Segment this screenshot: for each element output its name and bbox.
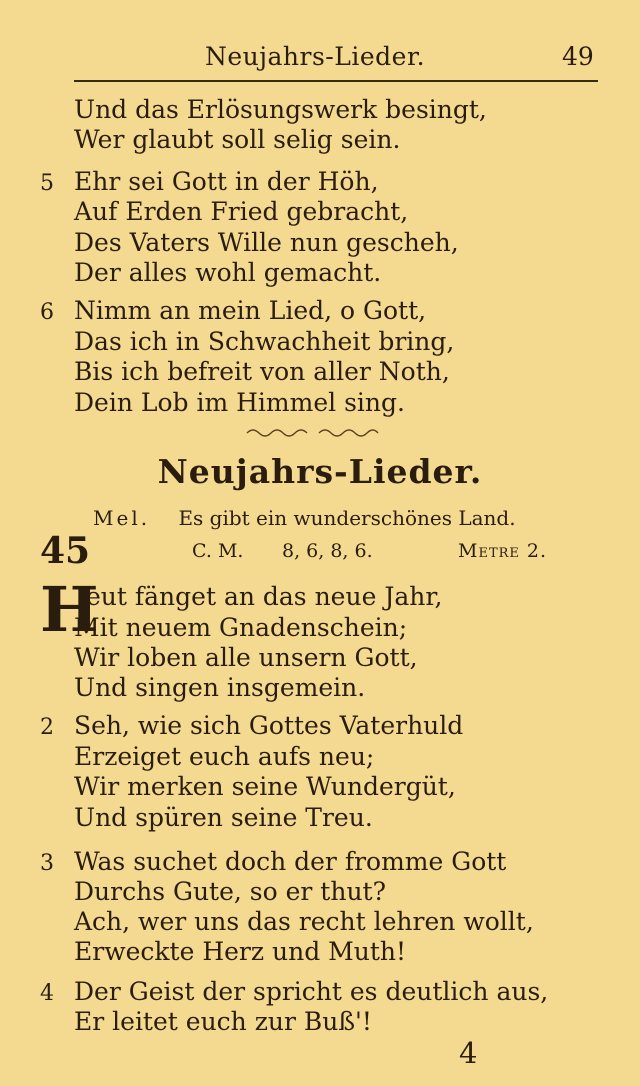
verse-line: Und spüren seine Treu.: [74, 803, 373, 832]
verse-line: Und singen insgemein.: [74, 673, 366, 702]
verse-line: Dein Lob im Himmel sing.: [74, 388, 405, 417]
verse-line: Wer glaubt soll selig sein.: [74, 125, 401, 154]
verse-line: Ehr sei Gott in der Höh,: [74, 167, 379, 196]
verse-line: Wir merken seine Wundergüt,: [74, 772, 456, 801]
section-title: Neujahrs-Lieder.: [157, 452, 483, 491]
verse-number: 4: [40, 981, 54, 1006]
meter-numbers: 8, 6, 8, 6.: [282, 540, 373, 562]
ornament-divider: [245, 425, 380, 441]
melody-text: Es gibt ein wunderschönes Land.: [178, 506, 516, 530]
verse-line: Durchs Gute, so er thut?: [74, 877, 386, 906]
verse-line: Erzeiget euch aufs neu;: [74, 742, 375, 771]
meter-line: [0, 540, 640, 568]
verse-line: Der Geist der spricht es deutlich aus,: [74, 977, 549, 1006]
verse-line: Mit neuem Gnadenschein;: [74, 613, 408, 642]
verse-number: 6: [40, 300, 54, 325]
signature-mark: 4: [459, 1036, 478, 1070]
verse-line: Bis ich befreit von aller Noth,: [74, 357, 450, 386]
verse-number: 5: [40, 171, 54, 196]
verse-line: Ach, wer uns das recht lehren wollt,: [74, 907, 534, 936]
verse-line: eut fänget an das neue Jahr,: [86, 582, 443, 611]
verse-number: 2: [40, 715, 54, 740]
header-rule: [74, 80, 598, 82]
verse-line: Das ich in Schwachheit bring,: [74, 327, 455, 356]
verse-line: Erweckte Herz und Muth!: [74, 937, 407, 966]
metre-label: Metre 2.: [458, 540, 548, 562]
hymn-number: 45: [40, 530, 91, 572]
verse-line: Und das Erlösungswerk besingt,: [74, 95, 487, 124]
verse-line: Wir loben alle unsern Gott,: [74, 643, 418, 672]
verse-line: Seh, wie sich Gottes Vaterhuld: [74, 711, 464, 740]
drop-cap: H: [40, 573, 99, 646]
verse-line: Nimm an mein Lied, o Gott,: [74, 296, 427, 325]
verse-line: Er leitet euch zur Buß'!: [74, 1007, 372, 1036]
melody-line: [93, 506, 516, 530]
verse-line: Der alles wohl gemacht.: [74, 258, 382, 287]
meter: C. M.: [192, 540, 244, 562]
verse-number: 3: [40, 851, 54, 876]
verse-line: Des Vaters Wille nun gescheh,: [74, 228, 459, 257]
melody-label: Mel.: [93, 506, 151, 530]
running-head: [0, 42, 640, 78]
page-number: 49: [562, 42, 594, 71]
running-title: Neujahrs-Lieder.: [205, 42, 426, 71]
verse-line: Auf Erden Fried gebracht,: [74, 197, 409, 226]
verse-line: Was suchet doch der fromme Gott: [74, 847, 507, 876]
